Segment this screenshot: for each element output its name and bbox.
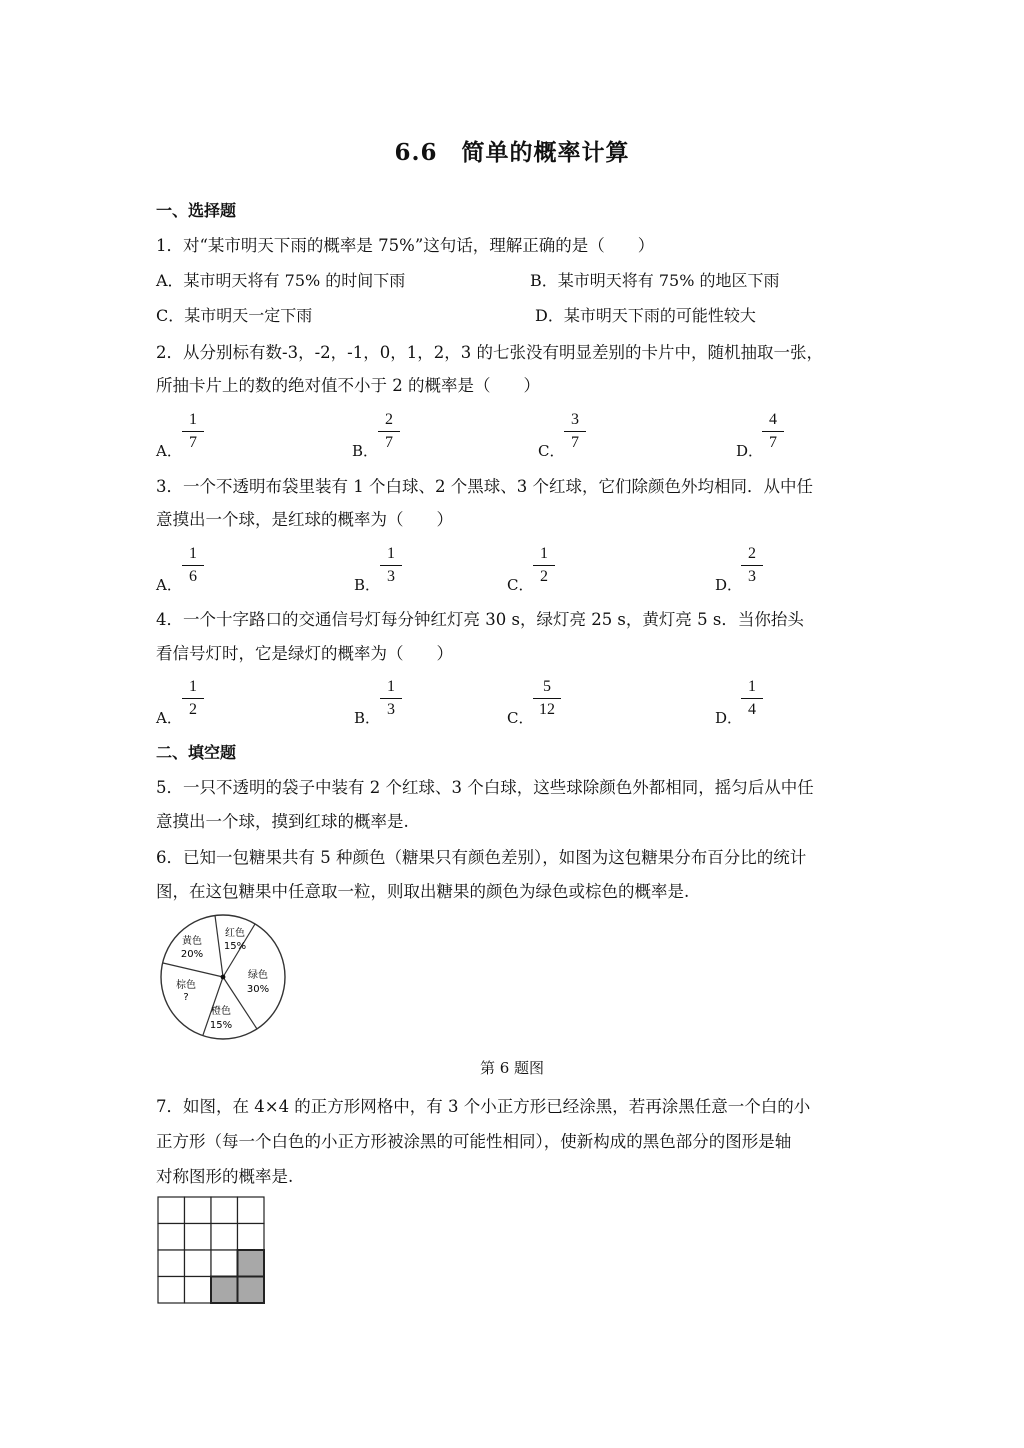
fraction: 2 7	[378, 410, 400, 453]
grid-cell-shaded	[211, 1277, 238, 1304]
grid-cell	[211, 1250, 238, 1277]
q6-stem-line2: 图，在这包糖果中任意取一粒，则取出糖果的颜色为绿色或棕色的概率是.	[156, 882, 690, 901]
pie-label-green-name: 绿色	[248, 970, 268, 981]
option-label: D．	[715, 709, 743, 727]
q1-option-c: C．某市明天一定下雨	[156, 306, 313, 325]
fraction: 5 12	[533, 677, 561, 720]
fraction: 1 3	[380, 677, 402, 720]
fraction: 1 3	[380, 544, 402, 587]
option-label: B．	[354, 709, 381, 727]
q7-stem-line2: 正方形（每一个白色的小正方形被涂黑的可能性相同），使新构成的黑色部分的图形是轴	[156, 1132, 792, 1151]
fraction: 3 7	[564, 410, 586, 453]
section-choice-heading: 一、选择题	[156, 201, 237, 220]
section-fill-heading: 二、填空题	[156, 743, 237, 762]
pie-label-green-pct: 30%	[246, 984, 270, 995]
grid-cell	[158, 1277, 185, 1304]
page-title: 6.6 简单的概率计算	[394, 139, 630, 166]
pie-label-yellow-pct: 20%	[180, 949, 204, 960]
pie-label-yellow-name: 黄色	[182, 936, 202, 947]
grid-cell	[185, 1277, 212, 1304]
q3-stem-line2: 意摸出一个球，是红球的概率为（ ）	[156, 510, 453, 529]
fraction: 2 3	[741, 544, 763, 587]
option-label: D．	[736, 442, 764, 460]
pie-label-red-pct: 15%	[223, 941, 247, 952]
grid-cell	[211, 1224, 238, 1251]
grid-cell	[158, 1250, 185, 1277]
q2-stem-line1: 2．从分别标有数-3，-2，-1，0，1，2，3 的七张没有明显差别的卡片中，随机抽取一张，	[156, 343, 823, 362]
grid-cell-shaded	[238, 1250, 265, 1277]
square-grid-4x4	[157, 1196, 265, 1304]
pie-label-orange-name: 橙色	[211, 1006, 231, 1017]
grid-cell	[211, 1197, 238, 1224]
q4-stem-line1: 4．一个十字路口的交通信号灯每分钟红灯亮 30 s，绿灯亮 25 s，黄灯亮 5 s．当你抬头	[156, 610, 804, 629]
grid-cell	[238, 1197, 265, 1224]
fraction: 1 4	[741, 677, 763, 720]
q3-stem-line1: 3．一个不透明布袋里装有 1 个白球、2 个黑球、3 个红球，它们除颜色外均相同．从中任	[156, 477, 813, 496]
option-label: C．	[507, 709, 534, 727]
q1-stem: 1．对“某市明天下雨的概率是 75%”这句话，理解正确的是（ ）	[156, 236, 655, 255]
option-label: A．	[156, 576, 182, 594]
grid-cell-shaded	[238, 1277, 265, 1304]
grid-cell	[238, 1224, 265, 1251]
option-label: A．	[156, 709, 182, 727]
q2-stem-line2: 所抽卡片上的数的绝对值不小于 2 的概率是（ ）	[156, 376, 540, 395]
q5-stem-line1: 5．一只不透明的袋子中装有 2 个红球、3 个白球，这些球除颜色外都相同，摇匀后从中任	[156, 778, 814, 797]
option-label: C．	[507, 576, 534, 594]
grid-cell	[158, 1197, 185, 1224]
fraction: 1 7	[182, 410, 204, 453]
figure-6-caption: 第 6 题图	[479, 1059, 545, 1077]
pie-label-brown-pct: ?	[183, 992, 189, 1003]
grid-cell	[185, 1197, 212, 1224]
q7-stem-line1: 7．如图，在 4×4 的正方形网格中，有 3 个小正方形已经涂黑，若再涂黑任意一个白的小	[156, 1097, 811, 1116]
grid-cell	[185, 1250, 212, 1277]
q1-option-d: D．某市明天下雨的可能性较大	[535, 306, 756, 325]
pie-label-brown-name: 棕色	[176, 980, 196, 991]
option-label: B．	[354, 576, 381, 594]
candy-pie-chart	[158, 914, 290, 1042]
grid-cell	[185, 1224, 212, 1251]
q7-stem-line3: 对称图形的概率是.	[156, 1167, 294, 1186]
q6-stem-line1: 6．已知一包糖果共有 5 种颜色（糖果只有颜色差别），如图为这包糖果分布百分比的统计	[156, 848, 807, 867]
fraction: 1 6	[182, 544, 204, 587]
pie-center-dot	[221, 975, 226, 980]
fraction: 4 7	[762, 410, 784, 453]
option-label: C．	[538, 442, 565, 460]
pie-label-red-name: 红色	[225, 928, 245, 939]
option-label: D．	[715, 576, 743, 594]
q1-option-b: B．某市明天将有 75% 的地区下雨	[530, 271, 780, 290]
q5-stem-line2: 意摸出一个球，摸到红球的概率是.	[156, 812, 409, 831]
pie-label-orange-pct: 15%	[209, 1020, 233, 1031]
grid-cell	[158, 1224, 185, 1251]
option-label: A．	[156, 442, 182, 460]
q4-stem-line2: 看信号灯时，它是绿灯的概率为（ ）	[156, 644, 453, 663]
fraction: 1 2	[182, 677, 204, 720]
q1-option-a: A．某市明天将有 75% 的时间下雨	[156, 271, 406, 290]
fraction: 1 2	[533, 544, 555, 587]
option-label: B．	[352, 442, 379, 460]
